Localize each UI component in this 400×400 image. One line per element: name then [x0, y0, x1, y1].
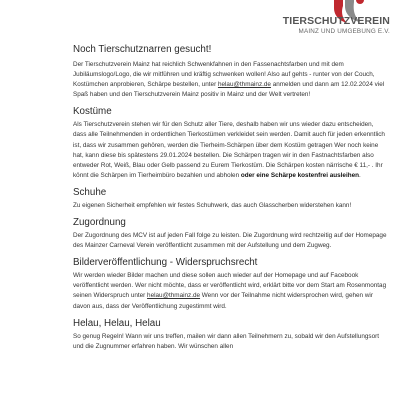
section-heading-schuhe: Schuhe	[73, 186, 107, 198]
bilder-text-1: Wir werden wieder Bilder machen und diese sollen auch wieder auf der Homepage und auf Facebook veröffentlicht werden. Wer nicht möchte, dass er veröffentlicht wird, erklärt bitte vor dem Start am Rosenmontag seinen Widerspruch unter	[73, 272, 387, 300]
intro-text-2: anmelden und dann am 12.02.2024 viel Spaß haben und den Tierschutzverein Mainz positiv in Mainz und der Welt vertreten!	[73, 81, 385, 99]
logo-subtitle: MAINZ UND UMGEBUNG E.V.	[298, 28, 390, 35]
document-body	[73, 44, 388, 352]
section-heading-helau: Helau, Helau, Helau	[73, 317, 161, 329]
email-link[interactable]: helau@thmainz.de	[147, 292, 201, 300]
kostueme-text-1: Als Tierschutzverein stehen wir für den Schutz aller Tiere, deshalb haben wir uns wieder dazu entscheiden, dass alle Teilnehmenden in ordentlichen Tierkostümen verkleidet sein werden. Damit auch für jeden erkenntlich ist, dass wir zusammen gehören, werden die Tierheim-Schärpen über dem Kostüm getragen Wer noch keine hat, kann diese bis spätestens 29.01.2024 bestellen. Die Schärpen tragen wir in den Fastnachtsfarben also entweder Rot, Weiß, Blau oder Gelb passend zu Eurem Tierkostüm. Die Schärpen kosten närrische € 11,- . Ihr könnt die Schärpen im Tierheimbüro bezahlen und abholen	[73, 121, 385, 179]
bilder-paragraph	[73, 271, 388, 311]
helau-paragraph: So genug Regeln! Wann wir uns treffen, mailen wir dann allen Teilnehmern zu, sobald wir den Aufstellungsort und die Zugnummer erfahren haben. Wir wünschen allen	[73, 332, 379, 350]
kostueme-text-2: .	[358, 171, 361, 179]
bilder-text-2: Wenn vor der Teilnahme nicht widersprochen wird, gehen wir davon aus, dass der Veröffentlichung zugestimmt wird.	[73, 292, 373, 310]
logo-name: TIERSCHUTZVEREIN	[282, 15, 390, 27]
page-title: Noch Tierschutznarren gesucht!	[73, 44, 212, 55]
logo	[264, 0, 394, 44]
section-heading-zugordnung: Zugordnung	[73, 217, 126, 229]
schuhe-paragraph: Zu eigenen Sicherheit empfehlen wir festes Schuhwerk, das auch Glasscherben widerstehen kann!	[73, 201, 352, 209]
intro-text-1: Der Tierschutzverein Mainz hat reichlich Schwenkfahnen in den Fassenachtsfarben und mit dem Jubiläumslogo/Logo, die wir mitführen und kräftig schwenken wollen! Also auf gehts - runter von der Couch, Kostümchen anprobieren, Schärpe bestellen, unter	[73, 61, 375, 89]
section-heading-kostueme: Kostüme	[73, 106, 112, 118]
kostueme-bold-text: oder eine Schärpe kostenfrei ausleihen	[240, 171, 359, 179]
kostueme-paragraph	[73, 120, 388, 181]
section-heading-bilder: Bilderveröffentlichung - Widerspruchsrecht	[73, 257, 258, 269]
intro-paragraph	[73, 60, 388, 100]
zugordnung-paragraph: Der Zugordnung des MCV ist auf jeden Fall folge zu leisten. Die Zugordnung wird rechtzeitig auf der Homepage des Mainzer Carneval Verein veröffentlicht zusammen mit der Aufstellung und dem Zugweg.	[73, 232, 387, 250]
email-link[interactable]: helau@thmainz.de	[217, 81, 271, 89]
